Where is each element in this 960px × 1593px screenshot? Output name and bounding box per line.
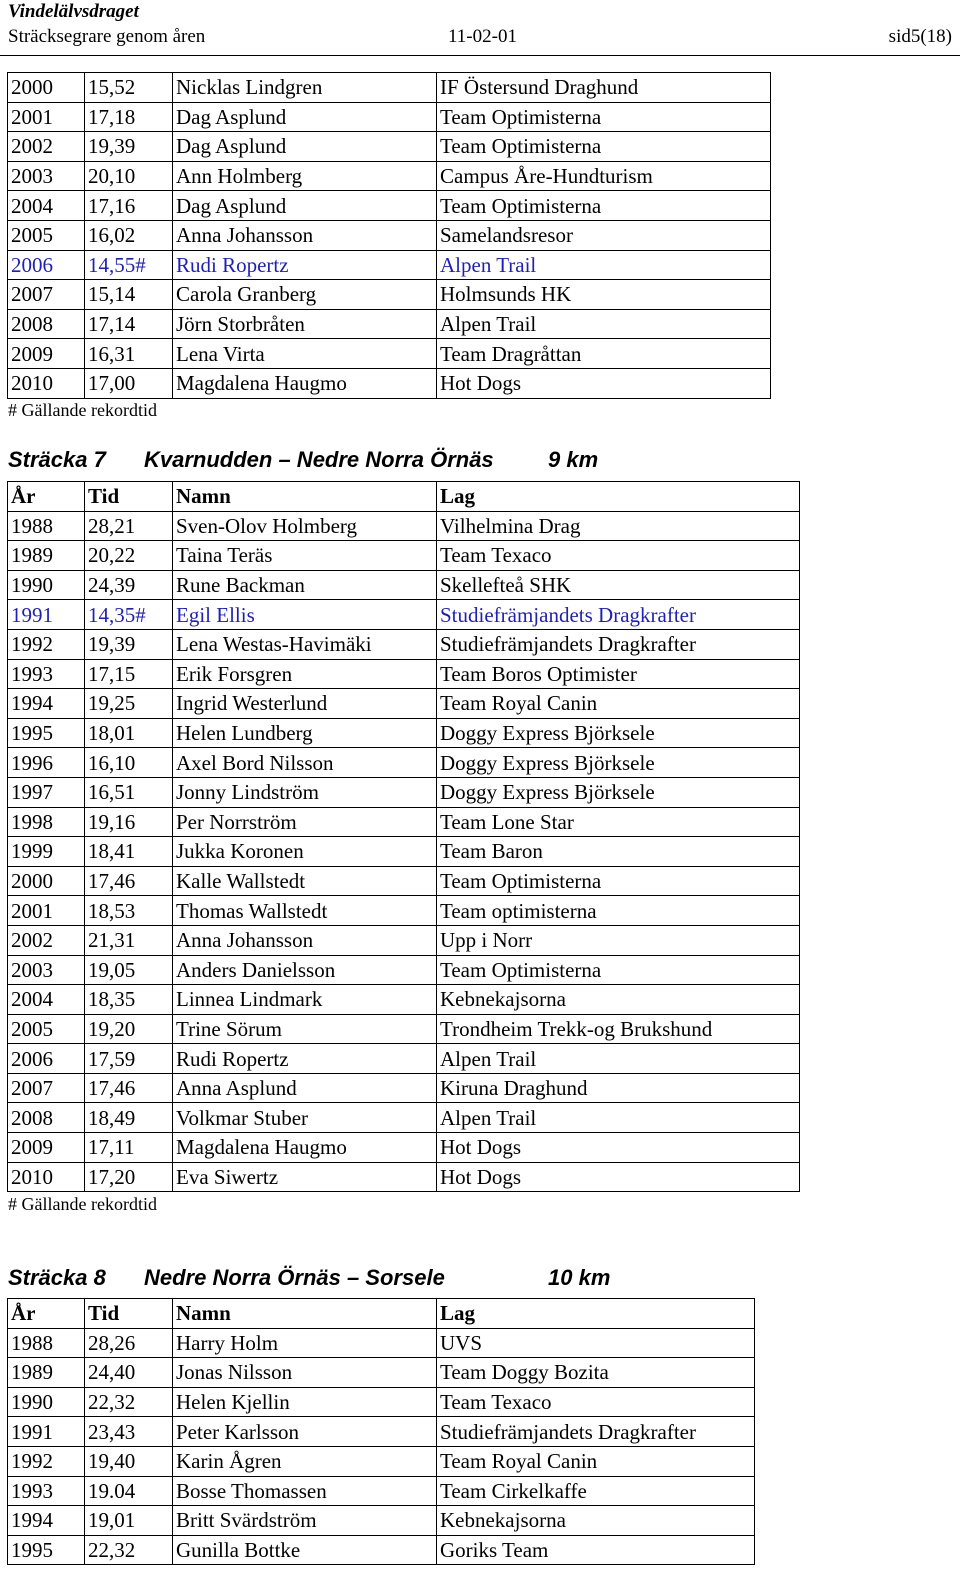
- table-row: [8, 570, 800, 600]
- cell-time: 19,25: [85, 689, 173, 719]
- cell-team: Kebnekajsorna: [437, 985, 800, 1015]
- cell-team: Team Optimisterna: [437, 102, 771, 132]
- table-row: [8, 1014, 800, 1044]
- table-row: [8, 1417, 755, 1447]
- cell-team: Hot Dogs: [437, 1162, 800, 1192]
- cell-team: Studiefrämjandets Dragkrafter: [437, 600, 800, 630]
- cell-team: Alpen Trail: [437, 250, 771, 280]
- cell-year: 2001: [8, 896, 85, 926]
- cell-time: 18,01: [85, 718, 173, 748]
- cell-name: Anna Johansson: [173, 220, 437, 250]
- leg8-route: Nedre Norra Örnäs – Sorsele: [144, 1265, 445, 1290]
- table-row: [8, 368, 771, 398]
- cell-year: 1989: [8, 541, 85, 571]
- table-row: [8, 1535, 755, 1565]
- cell-name: Kalle Wallstedt: [173, 866, 437, 896]
- cell-year: 1990: [8, 570, 85, 600]
- cell-time: 17,16: [85, 191, 173, 221]
- cell-team: Campus Åre-Hundturism: [437, 161, 771, 191]
- cell-time: 19,20: [85, 1014, 173, 1044]
- cell-time: 19,39: [85, 132, 173, 162]
- cell-year: 2001: [8, 102, 85, 132]
- cell-time: 22,32: [85, 1387, 173, 1417]
- cell-team: Team Boros Optimister: [437, 659, 800, 689]
- cell-name: Peter Karlsson: [173, 1417, 437, 1447]
- cell-year: 2009: [8, 1133, 85, 1163]
- table-row: [8, 837, 800, 867]
- cell-time: 20,22: [85, 541, 173, 571]
- cell-year: 2006: [8, 250, 85, 280]
- table-row: [8, 955, 800, 985]
- cell-time: 17,59: [85, 1044, 173, 1074]
- header-divider: [0, 55, 960, 56]
- cell-name: Dag Asplund: [173, 102, 437, 132]
- cell-team: Team Texaco: [437, 1387, 755, 1417]
- cell-year: 2006: [8, 1044, 85, 1074]
- cell-name: Lena Virta: [173, 339, 437, 369]
- cell-team: Team Doggy Bozita: [437, 1358, 755, 1388]
- cell-year: 1996: [8, 748, 85, 778]
- cell-year: 2004: [8, 191, 85, 221]
- table-row: [8, 925, 800, 955]
- brand-title: Vindelälvsdraget: [8, 1, 139, 22]
- cell-time: 19,05: [85, 955, 173, 985]
- cell-year: 1992: [8, 1446, 85, 1476]
- table-row: [8, 73, 771, 103]
- cell-name: Nicklas Lindgren: [173, 73, 437, 103]
- table-row: [8, 541, 800, 571]
- leg7-distance: 9 km: [548, 447, 599, 472]
- cell-name: Anna Asplund: [173, 1073, 437, 1103]
- cell-time: 17,14: [85, 309, 173, 339]
- cell-team: Team Baron: [437, 837, 800, 867]
- cell-team: Alpen Trail: [437, 1044, 800, 1074]
- cell-team: Team Dragråttan: [437, 339, 771, 369]
- cell-name: Anna Johansson: [173, 925, 437, 955]
- cell-name: Jukka Koronen: [173, 837, 437, 867]
- cell-time: 19,39: [85, 629, 173, 659]
- cell-time: 16,02: [85, 220, 173, 250]
- cell-time: 14,55#: [85, 250, 173, 280]
- cell-team: Holmsunds HK: [437, 280, 771, 310]
- leg8-results-table: [7, 1298, 755, 1565]
- table-row: [8, 985, 800, 1015]
- cell-name: Linnea Lindmark: [173, 985, 437, 1015]
- cell-name: Egil Ellis: [173, 600, 437, 630]
- cell-name: Jonas Nilsson: [173, 1358, 437, 1388]
- cell-name: Erik Forsgren: [173, 659, 437, 689]
- cell-name: Gunilla Bottke: [173, 1535, 437, 1565]
- cell-name: Dag Asplund: [173, 132, 437, 162]
- table-row: [8, 1387, 755, 1417]
- table-row: [8, 896, 800, 926]
- cell-year: 2010: [8, 1162, 85, 1192]
- cell-time: 17,18: [85, 102, 173, 132]
- table-row: [8, 1103, 800, 1133]
- cell-year: 2009: [8, 339, 85, 369]
- cell-time: 14,35#: [85, 600, 173, 630]
- cell-name: Carola Granberg: [173, 280, 437, 310]
- table-row: [8, 161, 771, 191]
- cell-year: 1995: [8, 718, 85, 748]
- cell-year: 2008: [8, 1103, 85, 1133]
- cell-time: 20,10: [85, 161, 173, 191]
- cell-team: Skellefteå SHK: [437, 570, 800, 600]
- cell-team: Hot Dogs: [437, 1133, 800, 1163]
- cell-team: UVS: [437, 1328, 755, 1358]
- cell-name: Rudi Ropertz: [173, 1044, 437, 1074]
- table-row: [8, 689, 800, 719]
- table-row: [8, 748, 800, 778]
- cell-time: 28,21: [85, 511, 173, 541]
- table-row: [8, 1162, 800, 1192]
- cell-year: 2010: [8, 368, 85, 398]
- cell-time: 18,53: [85, 896, 173, 926]
- col-header-time: Tid: [85, 482, 173, 512]
- cell-name: Ingrid Westerlund: [173, 689, 437, 719]
- cell-year: 2007: [8, 1073, 85, 1103]
- leg7-results-table: [7, 481, 800, 1192]
- cell-name: Volkmar Stuber: [173, 1103, 437, 1133]
- cell-team: Trondheim Trekk-og Brukshund: [437, 1014, 800, 1044]
- cell-time: 23,43: [85, 1417, 173, 1447]
- cell-year: 1997: [8, 777, 85, 807]
- cell-name: Karin Ågren: [173, 1446, 437, 1476]
- cell-time: 24,39: [85, 570, 173, 600]
- table-row: [8, 807, 800, 837]
- cell-year: 2003: [8, 955, 85, 985]
- cell-year: 1998: [8, 807, 85, 837]
- cell-time: 19,16: [85, 807, 173, 837]
- cell-year: 2004: [8, 985, 85, 1015]
- cell-year: 2000: [8, 73, 85, 103]
- table-row: [8, 1133, 800, 1163]
- cell-name: Jonny Lindström: [173, 777, 437, 807]
- cell-name: Per Norrström: [173, 807, 437, 837]
- cell-team: Kiruna Draghund: [437, 1073, 800, 1103]
- record-note: # Gällande rekordtid: [8, 1194, 157, 1214]
- cell-year: 1994: [8, 689, 85, 719]
- cell-time: 17,46: [85, 1073, 173, 1103]
- cell-year: 1992: [8, 629, 85, 659]
- cell-year: 2007: [8, 280, 85, 310]
- document-date: 11-02-01: [448, 26, 517, 47]
- cell-team: Team Royal Canin: [437, 689, 800, 719]
- cell-year: 2005: [8, 1014, 85, 1044]
- cell-team: Hot Dogs: [437, 368, 771, 398]
- col-header-name: Namn: [173, 482, 437, 512]
- cell-time: 16,31: [85, 339, 173, 369]
- cell-team: Team Texaco: [437, 541, 800, 571]
- cell-year: 1989: [8, 1358, 85, 1388]
- cell-time: 21,31: [85, 925, 173, 955]
- table-row: [8, 1476, 755, 1506]
- cell-time: 15,14: [85, 280, 173, 310]
- cell-team: Team Optimisterna: [437, 866, 800, 896]
- cell-team: Team optimisterna: [437, 896, 800, 926]
- cell-name: Trine Sörum: [173, 1014, 437, 1044]
- cell-team: Team Optimisterna: [437, 132, 771, 162]
- cell-time: 18,49: [85, 1103, 173, 1133]
- table-row: [8, 1073, 800, 1103]
- leg7-label: Sträcka 7: [8, 447, 106, 472]
- cell-time: 18,41: [85, 837, 173, 867]
- cell-team: Team Lone Star: [437, 807, 800, 837]
- table-row: [8, 309, 771, 339]
- table-row: [8, 339, 771, 369]
- cell-time: 22,32: [85, 1535, 173, 1565]
- cell-time: 16,10: [85, 748, 173, 778]
- cell-team: Goriks Team: [437, 1535, 755, 1565]
- cell-time: 19.04: [85, 1476, 173, 1506]
- cell-team: Doggy Express Björksele: [437, 777, 800, 807]
- cell-name: Anders Danielsson: [173, 955, 437, 985]
- cell-name: Jörn Storbråten: [173, 309, 437, 339]
- col-header-time: Tid: [85, 1299, 173, 1329]
- cell-year: 2003: [8, 161, 85, 191]
- cell-year: 2000: [8, 866, 85, 896]
- cell-name: Sven-Olov Holmberg: [173, 511, 437, 541]
- table-row: [8, 1328, 755, 1358]
- table-row: [8, 280, 771, 310]
- cell-team: Team Optimisterna: [437, 191, 771, 221]
- cell-team: Upp i Norr: [437, 925, 800, 955]
- col-header-year: År: [8, 482, 85, 512]
- cell-team: Team Cirkelkaffe: [437, 1476, 755, 1506]
- cell-name: Dag Asplund: [173, 191, 437, 221]
- cell-team: Team Optimisterna: [437, 955, 800, 985]
- cell-name: Helen Lundberg: [173, 718, 437, 748]
- cell-team: Doggy Express Björksele: [437, 748, 800, 778]
- cell-year: 2002: [8, 132, 85, 162]
- cell-name: Magdalena Haugmo: [173, 1133, 437, 1163]
- cell-year: 1995: [8, 1535, 85, 1565]
- cell-year: 1993: [8, 1476, 85, 1506]
- cell-year: 2008: [8, 309, 85, 339]
- cell-name: Harry Holm: [173, 1328, 437, 1358]
- cell-year: 1993: [8, 659, 85, 689]
- table-row: [8, 718, 800, 748]
- cell-year: 1991: [8, 600, 85, 630]
- cell-name: Taina Teräs: [173, 541, 437, 571]
- cell-team: Vilhelmina Drag: [437, 511, 800, 541]
- cell-time: 18,35: [85, 985, 173, 1015]
- table-row: [8, 220, 771, 250]
- leg7-route: Kvarnudden – Nedre Norra Örnäs: [144, 447, 494, 472]
- cell-name: Ann Holmberg: [173, 161, 437, 191]
- cell-team: Studiefrämjandets Dragkrafter: [437, 629, 800, 659]
- cell-name: Bosse Thomassen: [173, 1476, 437, 1506]
- cell-team: Samelandsresor: [437, 220, 771, 250]
- cell-year: 1994: [8, 1506, 85, 1536]
- cell-year: 1988: [8, 511, 85, 541]
- cell-year: 2005: [8, 220, 85, 250]
- leg8-distance: 10 km: [548, 1265, 611, 1290]
- cell-time: 19,40: [85, 1446, 173, 1476]
- leg8-label: Sträcka 8: [8, 1265, 106, 1290]
- cell-team: Team Royal Canin: [437, 1446, 755, 1476]
- cell-year: 1990: [8, 1387, 85, 1417]
- cell-year: 1988: [8, 1328, 85, 1358]
- cell-team: Alpen Trail: [437, 309, 771, 339]
- table-row: [8, 191, 771, 221]
- table-row: [8, 1044, 800, 1074]
- col-header-name: Namn: [173, 1299, 437, 1329]
- cell-time: 17,46: [85, 866, 173, 896]
- table-row: [8, 629, 800, 659]
- page-number: sid5(18): [888, 26, 952, 47]
- cell-name: Britt Svärdström: [173, 1506, 437, 1536]
- record-note: # Gällande rekordtid: [8, 400, 157, 420]
- cell-name: Thomas Wallstedt: [173, 896, 437, 926]
- cell-name: Eva Siwertz: [173, 1162, 437, 1192]
- cell-year: 1999: [8, 837, 85, 867]
- cell-name: Helen Kjellin: [173, 1387, 437, 1417]
- cell-team: Doggy Express Björksele: [437, 718, 800, 748]
- cell-time: 17,11: [85, 1133, 173, 1163]
- record-row: [8, 250, 771, 280]
- page-header: [8, 0, 952, 50]
- table-header-row: [8, 482, 800, 512]
- table-row: [8, 132, 771, 162]
- col-header-year: År: [8, 1299, 85, 1329]
- table-row: [8, 1506, 755, 1536]
- col-header-team: Lag: [437, 482, 800, 512]
- cell-time: 19,01: [85, 1506, 173, 1536]
- cell-time: 17,20: [85, 1162, 173, 1192]
- cell-time: 15,52: [85, 73, 173, 103]
- cell-time: 16,51: [85, 777, 173, 807]
- cell-time: 17,15: [85, 659, 173, 689]
- cell-year: 2002: [8, 925, 85, 955]
- table-row: [8, 866, 800, 896]
- table-row: [8, 777, 800, 807]
- cell-name: Magdalena Haugmo: [173, 368, 437, 398]
- table-row: [8, 1446, 755, 1476]
- record-row: [8, 600, 800, 630]
- cell-name: Rudi Ropertz: [173, 250, 437, 280]
- cell-team: Kebnekajsorna: [437, 1506, 755, 1536]
- cell-team: Studiefrämjandets Dragkrafter: [437, 1417, 755, 1447]
- col-header-team: Lag: [437, 1299, 755, 1329]
- cell-team: IF Östersund Draghund: [437, 73, 771, 103]
- cell-time: 28,26: [85, 1328, 173, 1358]
- cell-team: Alpen Trail: [437, 1103, 800, 1133]
- cell-time: 24,40: [85, 1358, 173, 1388]
- table-row: [8, 511, 800, 541]
- table-row: [8, 1358, 755, 1388]
- cell-time: 17,00: [85, 368, 173, 398]
- table-row: [8, 102, 771, 132]
- leg6-results-table: [7, 72, 771, 399]
- cell-name: Axel Bord Nilsson: [173, 748, 437, 778]
- cell-name: Rune Backman: [173, 570, 437, 600]
- cell-name: Lena Westas-Havimäki: [173, 629, 437, 659]
- table-header-row: [8, 1299, 755, 1329]
- table-row: [8, 659, 800, 689]
- document-subtitle: Sträcksegrare genom åren: [8, 26, 206, 47]
- cell-year: 1991: [8, 1417, 85, 1447]
